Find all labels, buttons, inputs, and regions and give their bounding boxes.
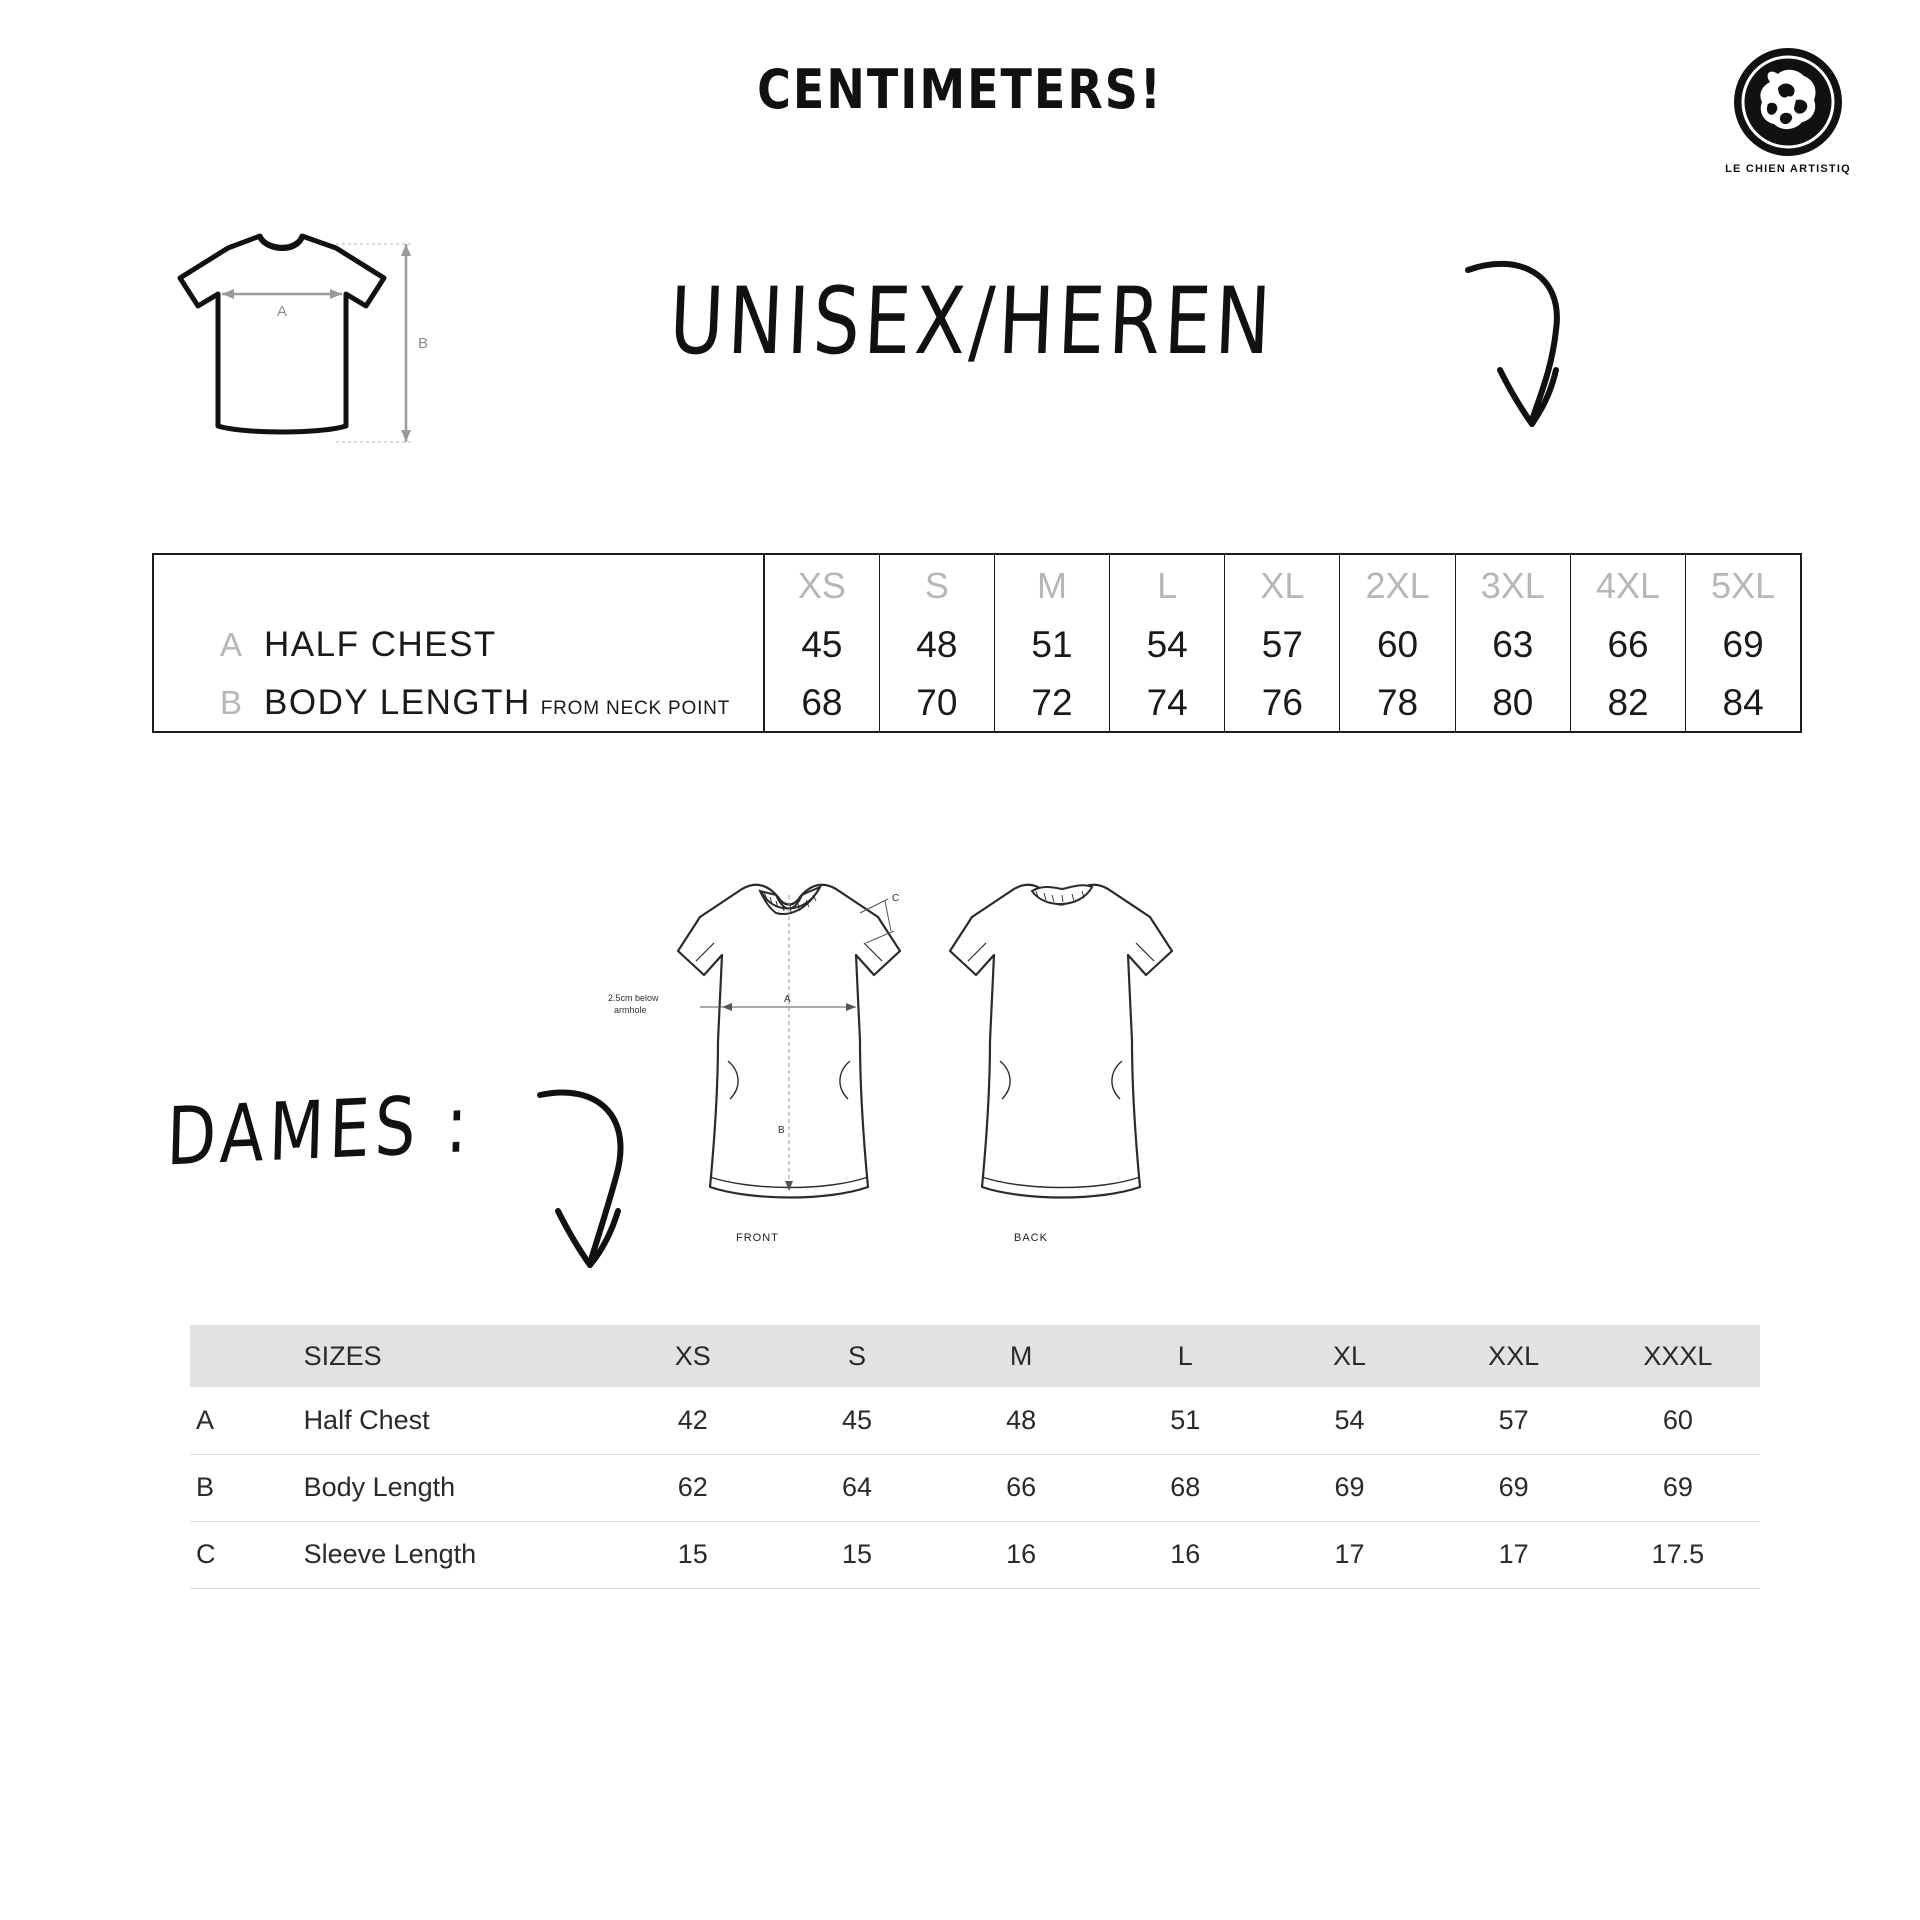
- row-name: Half Chest: [303, 1404, 430, 1435]
- arrow-down-icon: [1460, 258, 1590, 453]
- cell-body-length-3xl: 80: [1455, 674, 1570, 732]
- size-header-s: S: [879, 554, 994, 616]
- cell-body-length-4xl: 82: [1570, 674, 1685, 732]
- cell-half-chest-m: 48: [1006, 1404, 1037, 1435]
- size-header-2xl: 2XL: [1340, 554, 1455, 616]
- diagram-label-b: B: [418, 335, 429, 352]
- armhole-note: 2.5cm below: [608, 993, 659, 1003]
- cell-half-chest-m: 51: [994, 616, 1109, 674]
- cell-half-chest-l: 51: [1170, 1404, 1201, 1435]
- svg-text:armhole: armhole: [614, 1005, 647, 1015]
- cell-body-length-l: 74: [1110, 674, 1225, 732]
- cell-sleeve-length-xxl: 17: [1498, 1539, 1529, 1569]
- table-row: [153, 674, 1801, 732]
- cell-body-length-m: 66: [1006, 1472, 1037, 1502]
- row-label-half-chest: [153, 616, 764, 674]
- cell-half-chest-3xl: 63: [1455, 616, 1570, 674]
- cell-body-length-xl: 69: [1334, 1472, 1365, 1502]
- cell-sleeve-length-l: 16: [1170, 1539, 1201, 1569]
- row-letter: A: [196, 1404, 215, 1435]
- size-header-xs: XS: [674, 1340, 711, 1371]
- cell-body-length-s: 70: [879, 674, 994, 732]
- row-name: Body Length: [303, 1472, 456, 1502]
- cell-half-chest-l: 54: [1110, 616, 1225, 674]
- size-header-xxl: XXL: [1488, 1340, 1540, 1371]
- cell-half-chest-xxxl: 60: [1662, 1404, 1693, 1435]
- size-header-l: L: [1110, 554, 1225, 616]
- arrow-down-icon: [530, 1085, 660, 1290]
- cell-half-chest-xl: 54: [1334, 1404, 1365, 1435]
- brand-logo: [1718, 48, 1858, 175]
- cell-body-length-xxxl: 69: [1662, 1472, 1693, 1502]
- unisex-size-table: [152, 553, 1802, 733]
- page-title: CENTIMETERS!: [757, 57, 1163, 121]
- cell-sleeve-length-xxxl: 17.5: [1651, 1539, 1705, 1569]
- header-letter-cell: [190, 1325, 252, 1387]
- cell-half-chest-xxl: 57: [1498, 1404, 1529, 1435]
- cell-sleeve-length-m: 16: [1006, 1539, 1037, 1569]
- brand-name: LE CHIEN ARTISTIQ: [1725, 163, 1851, 175]
- header-sizes-label: SIZES: [303, 1340, 382, 1371]
- table-row: [190, 1521, 1760, 1588]
- cell-sleeve-length-xs: 15: [677, 1539, 708, 1569]
- cell-body-length-l: 68: [1170, 1472, 1201, 1502]
- diagram-label-a: A: [277, 303, 288, 320]
- cell-body-length-s: 64: [841, 1472, 872, 1502]
- cell-body-length-2xl: 78: [1340, 674, 1455, 732]
- size-header-xl: XL: [1332, 1340, 1366, 1371]
- ladies-label-c: C: [892, 893, 900, 904]
- cell-half-chest-xs: 42: [677, 1404, 708, 1435]
- row-note: FROM NECK POINT: [540, 697, 731, 719]
- cell-body-length-xs: 68: [764, 674, 879, 732]
- cell-body-length-m: 72: [994, 674, 1109, 732]
- cell-half-chest-xl: 57: [1225, 616, 1340, 674]
- cell-half-chest-5xl: 69: [1686, 616, 1801, 674]
- table-row: [190, 1454, 1760, 1521]
- size-header-xl: XL: [1225, 554, 1340, 616]
- table-header-row: [153, 554, 1801, 616]
- size-header-xxxl: XXXL: [1643, 1340, 1713, 1371]
- tshirt-outline-icon: [140, 230, 460, 480]
- size-header-m: M: [1009, 1340, 1033, 1371]
- table-row: [190, 1387, 1760, 1454]
- back-view-caption: BACK: [1014, 1232, 1048, 1244]
- row-name: HALF CHEST: [264, 625, 497, 664]
- size-header-m: M: [994, 554, 1109, 616]
- front-view-caption: FRONT: [736, 1232, 779, 1244]
- ladies-size-table: [190, 1325, 1760, 1589]
- row-letter: A: [220, 626, 243, 663]
- cell-half-chest-xs: 45: [764, 616, 879, 674]
- row-letter: C: [196, 1539, 216, 1569]
- cell-sleeve-length-s: 15: [841, 1539, 872, 1569]
- cell-body-length-5xl: 84: [1686, 674, 1801, 732]
- size-header-s: S: [847, 1340, 866, 1371]
- cell-body-length-xxl: 69: [1498, 1472, 1529, 1502]
- dog-head-logo-icon: [1734, 48, 1842, 156]
- ladies-label-b: B: [778, 1125, 785, 1136]
- ladies-label-a: A: [784, 994, 791, 1005]
- size-header-l: L: [1177, 1340, 1193, 1371]
- row-name: Sleeve Length: [303, 1539, 477, 1569]
- row-letter: B: [196, 1472, 215, 1502]
- cell-sleeve-length-xl: 17: [1334, 1539, 1365, 1569]
- table-header-label-cell: [153, 554, 764, 616]
- table-header-row: [190, 1325, 1760, 1387]
- cell-body-length-xl: 76: [1225, 674, 1340, 732]
- table-row: [153, 616, 1801, 674]
- dames-label: DAMES :: [165, 1078, 474, 1185]
- cell-half-chest-s: 45: [841, 1404, 872, 1435]
- size-header-3xl: 3XL: [1455, 554, 1570, 616]
- ladies-tshirt-technical-drawing: [608, 855, 1260, 1275]
- cell-half-chest-s: 48: [879, 616, 994, 674]
- row-name: BODY LENGTH: [264, 682, 531, 722]
- row-label-body-length: [153, 674, 764, 732]
- unisex-heren-label: UNISEX/HEREN: [667, 268, 1277, 376]
- size-header-xs: XS: [764, 554, 879, 616]
- cell-half-chest-2xl: 60: [1340, 616, 1455, 674]
- cell-half-chest-4xl: 66: [1570, 616, 1685, 674]
- cell-body-length-xs: 62: [677, 1472, 708, 1502]
- size-header-4xl: 4XL: [1570, 554, 1685, 616]
- size-header-5xl: 5XL: [1686, 554, 1801, 616]
- row-letter: B: [220, 683, 243, 721]
